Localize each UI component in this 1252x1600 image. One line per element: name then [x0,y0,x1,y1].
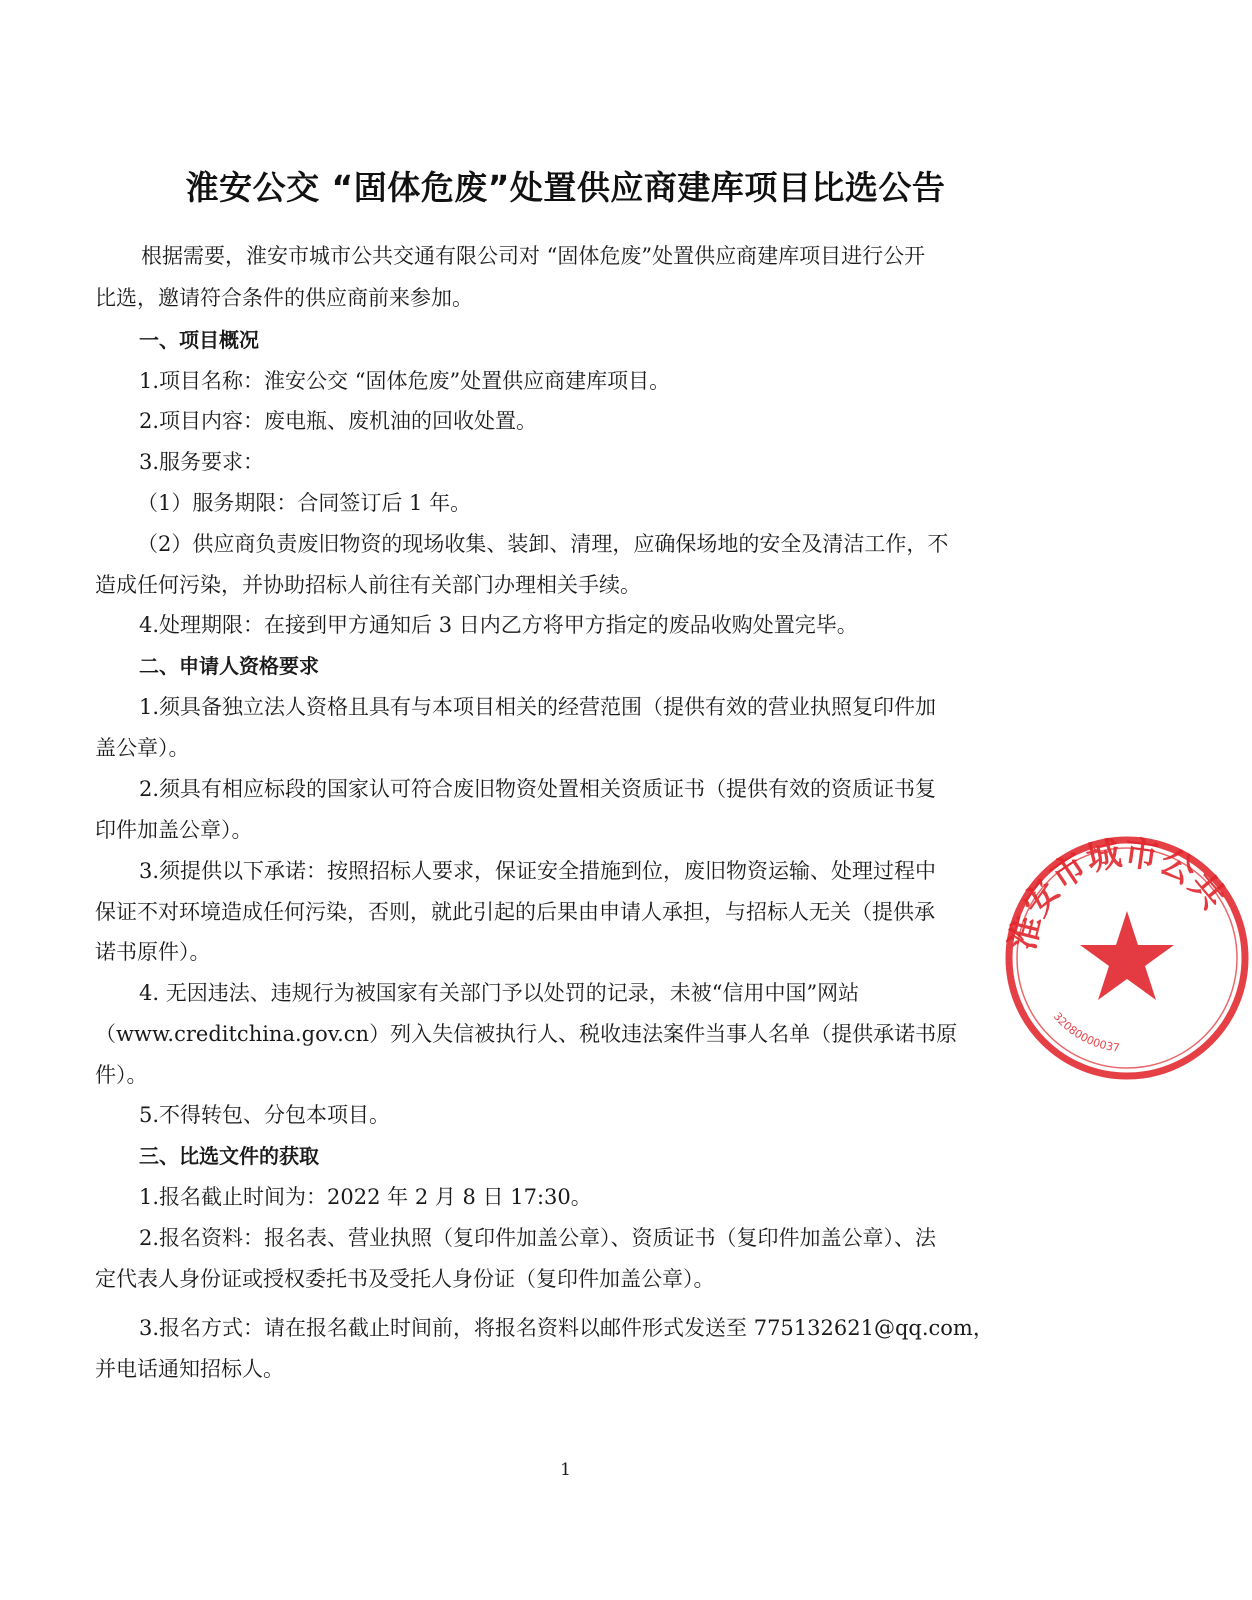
intro-line-2: 比选，邀请符合条件的供应商前来参加。 [95,286,473,310]
qualification-2-line-2: 印件加盖公章）。 [95,818,253,842]
document-title: 淮安公交 “固体危废”处置供应商建库项目比选公告 [185,168,946,207]
qualification-4-line-2: （www.creditchina.gov.cn）列入失信被执行人、税收违法案件当事人名单（提供承诺书原 [95,1022,958,1046]
qualification-3-line-1: 3.须提供以下承诺：按照招标人要求，保证安全措施到位，废旧物资运输、处理过程中 [139,859,937,883]
qualification-3-line-2: 保证不对环境造成任何污染，否则，就此引起的后果由申请人承担，与招标人无关（提供承 [95,900,935,924]
overview-item-2: 2.项目内容：废电瓶、废机油的回收处置。 [139,409,538,433]
obtaining-item-1: 1.报名截止时间为：2022 年 2 月 8 日 17:30。 [139,1185,592,1209]
section-heading-overview: 一、项目概况 [139,328,259,352]
overview-item-4: 4.处理期限：在接到甲方通知后 3 日内乙方将甲方指定的废品收购处置完毕。 [139,613,858,637]
qualification-1-line-1: 1.须具备独立法人资格且具有与本项目相关的经营范围（提供有效的营业执照复印件加 [139,695,937,719]
qualification-5: 5.不得转包、分包本项目。 [139,1103,391,1127]
svg-text:32080000037: 32080000037 [1050,1009,1121,1055]
svg-text:淮安市城市公共: 淮安市城市公共 [1002,833,1233,955]
overview-item-3-2-line-2: 造成任何污染，并协助招标人前往有关部门办理相关手续。 [95,573,641,597]
intro-line-1: 根据需要，淮安市城市公共交通有限公司对 “固体危废”处置供应商建库项目进行公开 [141,244,926,268]
section-heading-obtaining: 三、比选文件的获取 [139,1144,319,1168]
qualification-3-line-3: 诺书原件）。 [95,940,211,964]
company-seal-stamp [1002,833,1252,1083]
qualification-4-line-1: 4. 无因违法、违规行为被国家有关部门予以处罚的记录，未被“信用中国”网站 [139,981,860,1005]
obtaining-item-3-line-2: 并电话通知招标人。 [95,1357,284,1381]
page-number: 1 [560,1460,571,1480]
overview-item-3-1: （1）服务期限：合同签订后 1 年。 [137,491,472,515]
obtaining-item-2-line-2: 定代表人身份证或授权委托书及受托人身份证（复印件加盖公章）。 [95,1267,715,1291]
qualification-4-line-3: 件）。 [95,1063,148,1087]
overview-item-1: 1.项目名称：淮安公交 “固体危废”处置供应商建库项目。 [139,369,671,393]
overview-item-3-2-line-1: （2）供应商负责废旧物资的现场收集、装卸、清理，应确保场地的安全及清洁工作，不 [137,532,949,556]
qualification-2-line-1: 2.须具有相应标段的国家认可符合废旧物资处置相关资质证书（提供有效的资质证书复 [139,777,937,801]
overview-item-3: 3.服务要求： [139,450,265,474]
obtaining-item-2-line-1: 2.报名资料：报名表、营业执照（复印件加盖公章）、资质证书（复印件加盖公章）、法 [139,1226,937,1250]
section-heading-qualifications: 二、申请人资格要求 [139,654,319,678]
qualification-1-line-2: 盖公章）。 [95,736,190,760]
obtaining-item-3-line-1: 3.报名方式：请在报名截止时间前，将报名资料以邮件形式发送至 775132621@qq.com， [139,1316,994,1340]
